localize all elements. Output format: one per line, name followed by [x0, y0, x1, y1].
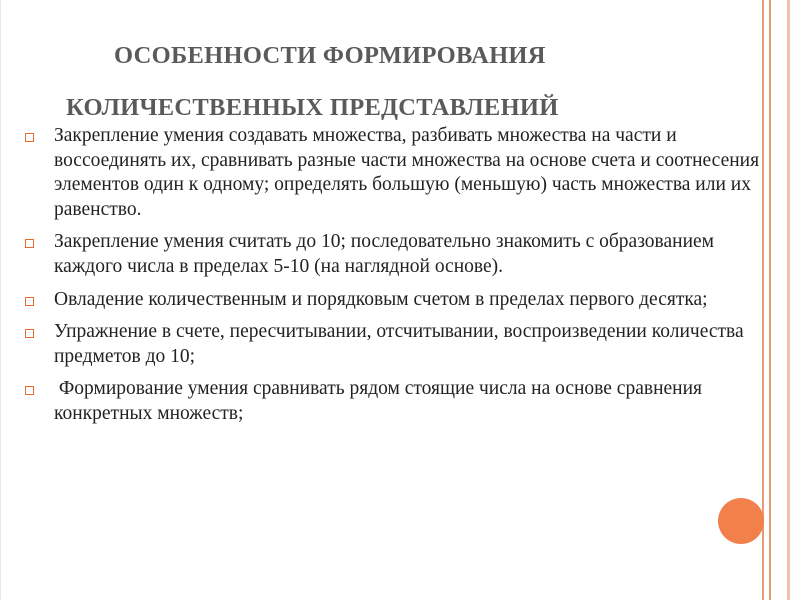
slide-title: [60, 30, 760, 134]
decorative-line: [787, 0, 790, 600]
square-bullet-icon: [25, 239, 34, 248]
list-item: [22, 320, 767, 369]
bullet-text: Формирование умения сравнивать рядом стоящие числа на основе сравнения конкретных множеств;: [54, 378, 707, 424]
square-bullet-icon: [25, 386, 34, 395]
list-item: [22, 288, 767, 313]
bullet-text: Овладение количественным и порядковым счетом в пределах первого десятка;: [54, 288, 708, 310]
slide-left-edge: [0, 0, 1, 600]
bullet-list: [22, 124, 767, 435]
square-bullet-icon: [25, 133, 34, 142]
decorative-line: [769, 0, 771, 600]
list-item: [22, 377, 767, 426]
square-bullet-icon: [25, 329, 34, 338]
square-bullet-icon: [25, 297, 34, 306]
bullet-text: Закрепление умения считать до 10; последовательно знакомить с образованием каждого числа в пределах 5-10 (на наглядной основе).: [54, 231, 715, 277]
bullet-text: Упражнение в счете, пересчитывании, отсчитывании, воспроизведении количества предметов до 10;: [54, 321, 744, 367]
list-item: [22, 124, 767, 222]
list-item: [22, 230, 767, 279]
bullet-text: Закрепление умения создавать множества, разбивать множества на части и воссоединять их, сравнивать разные части множества на основе счета и соотнесения элементов один к одному; определять большую (меньшую) часть множества или их равенство.: [54, 125, 760, 220]
orange-circle-decoration: [718, 498, 764, 544]
title-line-1: ОСОБЕННОСТИ ФОРМИРОВАНИЯ: [114, 42, 546, 69]
title-line-2: КОЛИЧЕСТВЕННЫХ ПРЕДСТАВЛЕНИЙ: [66, 94, 559, 121]
